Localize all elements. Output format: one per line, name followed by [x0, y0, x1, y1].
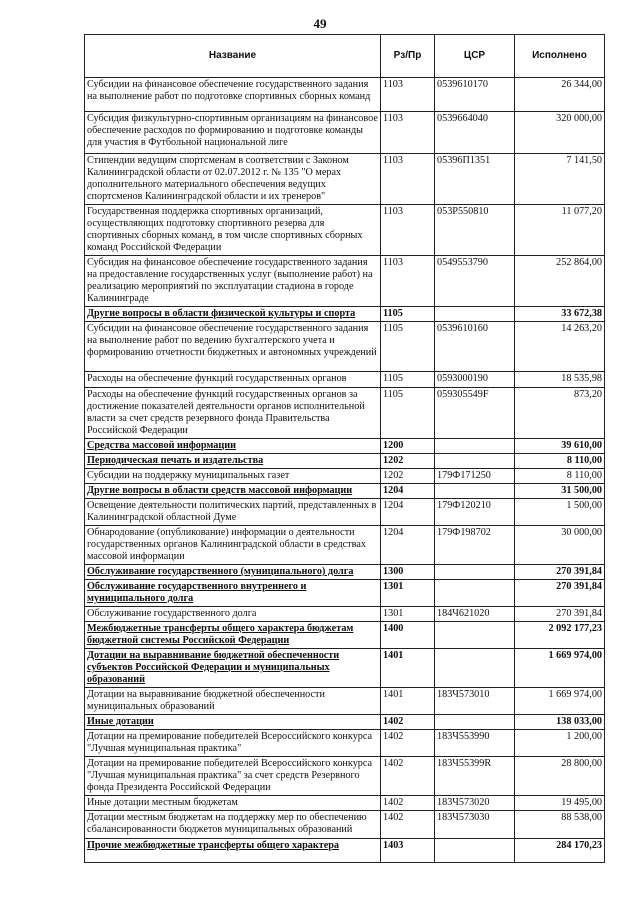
cell-rzpr: 1103	[381, 112, 435, 154]
cell-name: Обслуживание государственного (муниципального) долга	[85, 565, 381, 580]
cell-amount: 14 263,20	[515, 322, 605, 372]
cell-csr: 179Ф120210	[435, 499, 515, 526]
cell-name: Субсидия на финансовое обеспечение государственного задания на предоставление государственных услуг (выполнение работ) на реализацию мероприятий по эксплуатации стадиона в городе Калининграде	[85, 256, 381, 307]
table-row	[85, 499, 605, 526]
cell-csr: 05396П1351	[435, 154, 515, 205]
cell-rzpr: 1400	[381, 622, 435, 649]
table-row	[85, 796, 605, 811]
cell-name: Расходы на обеспечение функций государственных органов за достижение показателей деятельности органов исполнительной власти за счет средств резервного фонда Правительства Российской Федерации	[85, 388, 381, 439]
cell-rzpr: 1105	[381, 322, 435, 372]
cell-rzpr: 1301	[381, 607, 435, 622]
table-row	[85, 580, 605, 607]
cell-csr: 183Ч553990	[435, 730, 515, 757]
table-row	[85, 439, 605, 454]
cell-name: Дотации на выравнивание бюджетной обеспеченности субъектов Российской Федерации и муниципальных образований	[85, 649, 381, 688]
cell-csr	[435, 565, 515, 580]
table-row	[85, 454, 605, 469]
cell-amount: 138 033,00	[515, 715, 605, 730]
cell-amount: 320 000,00	[515, 112, 605, 154]
table-row	[85, 322, 605, 372]
cell-amount: 8 110,00	[515, 454, 605, 469]
cell-amount: 252 864,00	[515, 256, 605, 307]
cell-csr	[435, 715, 515, 730]
cell-amount: 11 077,20	[515, 205, 605, 256]
table-row	[85, 526, 605, 565]
cell-csr: 183Ч573010	[435, 688, 515, 715]
cell-rzpr: 1204	[381, 499, 435, 526]
table-row	[85, 622, 605, 649]
cell-name: Средства массовой информации	[85, 439, 381, 454]
cell-amount: 873,20	[515, 388, 605, 439]
cell-csr	[435, 439, 515, 454]
cell-amount: 270 391,84	[515, 565, 605, 580]
cell-name: Прочие межбюджетные трансферты общего характера	[85, 839, 381, 863]
cell-rzpr: 1204	[381, 526, 435, 565]
table-row	[85, 607, 605, 622]
cell-name: Периодическая печать и издательства	[85, 454, 381, 469]
header-amount: Исполнено	[515, 35, 605, 78]
cell-csr: 053Р550810	[435, 205, 515, 256]
cell-csr: 184Ч621020	[435, 607, 515, 622]
cell-csr	[435, 580, 515, 607]
cell-rzpr: 1202	[381, 454, 435, 469]
cell-amount: 28 800,00	[515, 757, 605, 796]
table-row	[85, 388, 605, 439]
cell-csr: 0593000190	[435, 372, 515, 388]
cell-rzpr: 1105	[381, 388, 435, 439]
cell-csr	[435, 622, 515, 649]
budget-execution-table	[84, 34, 605, 863]
table-row	[85, 205, 605, 256]
header-csr: ЦСР	[435, 35, 515, 78]
cell-rzpr: 1401	[381, 688, 435, 715]
cell-name: Иные дотации местным бюджетам	[85, 796, 381, 811]
table-row	[85, 256, 605, 307]
table-row	[85, 307, 605, 322]
header-rzpr: Рз/Пр	[381, 35, 435, 78]
cell-csr	[435, 839, 515, 863]
table-row	[85, 730, 605, 757]
cell-amount: 7 141,50	[515, 154, 605, 205]
cell-rzpr: 1402	[381, 757, 435, 796]
cell-name: Субсидии на финансовое обеспечение государственного задания на выполнение работ по ведению бухгалтерского учета и формированию отчетности бюджетных и автономных учреждений	[85, 322, 381, 372]
cell-name: Расходы на обеспечение функций государственных органов	[85, 372, 381, 388]
cell-amount: 88 538,00	[515, 811, 605, 839]
cell-name: Другие вопросы в области физической культуры и спорта	[85, 307, 381, 322]
cell-name: Стипендии ведущим спортсменам в соответствии с Законом Калининградской области от 02.07.2012 г. № 135 "О мерах дополнительного материального обеспечения ведущих спортсменов Калининградской области и их тренеров"	[85, 154, 381, 205]
table-row	[85, 839, 605, 863]
cell-name: Дотации на премирование победителей Всероссийского конкурса "Лучшая муниципальная практика"	[85, 730, 381, 757]
cell-name: Обнародование (опубликование) информации о деятельности государственных органов Калининградской области в средствах массовой информации	[85, 526, 381, 565]
cell-name: Государственная поддержка спортивных организаций, осуществляющих подготовку спортивного резерва для спортивных сборных команд, в том числе спортивных сборных команд Российской Федерации	[85, 205, 381, 256]
cell-rzpr: 1402	[381, 796, 435, 811]
table-row	[85, 811, 605, 839]
cell-rzpr: 1401	[381, 649, 435, 688]
table-row	[85, 565, 605, 580]
cell-rzpr: 1402	[381, 730, 435, 757]
cell-csr: 0539610160	[435, 322, 515, 372]
cell-name: Субсидия физкультурно-спортивным организациям на финансовое обеспечение расходов по формированию и подготовке команды для участия в Футбольной национальной лиге	[85, 112, 381, 154]
cell-amount: 270 391,84	[515, 580, 605, 607]
cell-rzpr: 1105	[381, 307, 435, 322]
cell-name: Дотации на премирование победителей Всероссийского конкурса "Лучшая муниципальная практика" за счет средств Резервного фонда Президента Российской Федерации	[85, 757, 381, 796]
cell-amount: 2 092 177,23	[515, 622, 605, 649]
table-row	[85, 154, 605, 205]
table-header-row	[85, 35, 605, 78]
cell-amount: 284 170,23	[515, 839, 605, 863]
cell-name: Обслуживание государственного долга	[85, 607, 381, 622]
cell-csr: 183Ч55399R	[435, 757, 515, 796]
cell-amount: 30 000,00	[515, 526, 605, 565]
cell-rzpr: 1103	[381, 256, 435, 307]
cell-amount: 39 610,00	[515, 439, 605, 454]
cell-rzpr: 1200	[381, 439, 435, 454]
table-row	[85, 372, 605, 388]
cell-name: Субсидии на финансовое обеспечение государственного задания на выполнение работ по подготовке спортивных сборных команд	[85, 78, 381, 112]
table-row	[85, 469, 605, 484]
table-row	[85, 688, 605, 715]
header-name: Название	[85, 35, 381, 78]
cell-csr	[435, 307, 515, 322]
cell-csr: 0549553790	[435, 256, 515, 307]
cell-name: Межбюджетные трансферты общего характера бюджетам бюджетной системы Российской Федерации	[85, 622, 381, 649]
cell-csr: 059305549F	[435, 388, 515, 439]
cell-name: Дотации на выравнивание бюджетной обеспеченности муниципальных образований	[85, 688, 381, 715]
cell-rzpr: 1202	[381, 469, 435, 484]
cell-rzpr: 1103	[381, 205, 435, 256]
cell-csr: 0539664040	[435, 112, 515, 154]
cell-rzpr: 1402	[381, 715, 435, 730]
cell-rzpr: 1103	[381, 154, 435, 205]
cell-name: Субсидии на поддержку муниципальных газет	[85, 469, 381, 484]
cell-csr	[435, 484, 515, 499]
cell-rzpr: 1403	[381, 839, 435, 863]
table-row	[85, 757, 605, 796]
cell-csr	[435, 454, 515, 469]
cell-csr	[435, 649, 515, 688]
table-row	[85, 649, 605, 688]
cell-amount: 33 672,38	[515, 307, 605, 322]
cell-amount: 1 500,00	[515, 499, 605, 526]
cell-name: Другие вопросы в области средств массовой информации	[85, 484, 381, 499]
cell-csr: 183Ч573030	[435, 811, 515, 839]
cell-rzpr: 1402	[381, 811, 435, 839]
cell-csr: 0539610170	[435, 78, 515, 112]
cell-amount: 1 669 974,00	[515, 649, 605, 688]
cell-name: Иные дотации	[85, 715, 381, 730]
cell-csr: 183Ч573020	[435, 796, 515, 811]
cell-rzpr: 1103	[381, 78, 435, 112]
table-row	[85, 112, 605, 154]
table-row	[85, 78, 605, 112]
cell-rzpr: 1105	[381, 372, 435, 388]
cell-amount: 19 495,00	[515, 796, 605, 811]
cell-amount: 31 500,00	[515, 484, 605, 499]
cell-amount: 18 535,98	[515, 372, 605, 388]
cell-name: Обслуживание государственного внутреннего и муниципального долга	[85, 580, 381, 607]
cell-amount: 1 669 974,00	[515, 688, 605, 715]
table-row	[85, 715, 605, 730]
cell-rzpr: 1300	[381, 565, 435, 580]
cell-rzpr: 1204	[381, 484, 435, 499]
cell-amount: 1 200,00	[515, 730, 605, 757]
cell-amount: 270 391,84	[515, 607, 605, 622]
page-number: 49	[313, 16, 327, 31]
cell-rzpr: 1301	[381, 580, 435, 607]
cell-csr: 179Ф171250	[435, 469, 515, 484]
cell-amount: 26 344,00	[515, 78, 605, 112]
cell-name: Дотации местным бюджетам на поддержку мер по обеспечению сбалансированности бюджетов муниципальных образований	[85, 811, 381, 839]
cell-amount: 8 110,00	[515, 469, 605, 484]
table-row	[85, 484, 605, 499]
cell-name: Освещение деятельности политических партий, представленных в Калининградской областной Думе	[85, 499, 381, 526]
cell-csr: 179Ф198702	[435, 526, 515, 565]
